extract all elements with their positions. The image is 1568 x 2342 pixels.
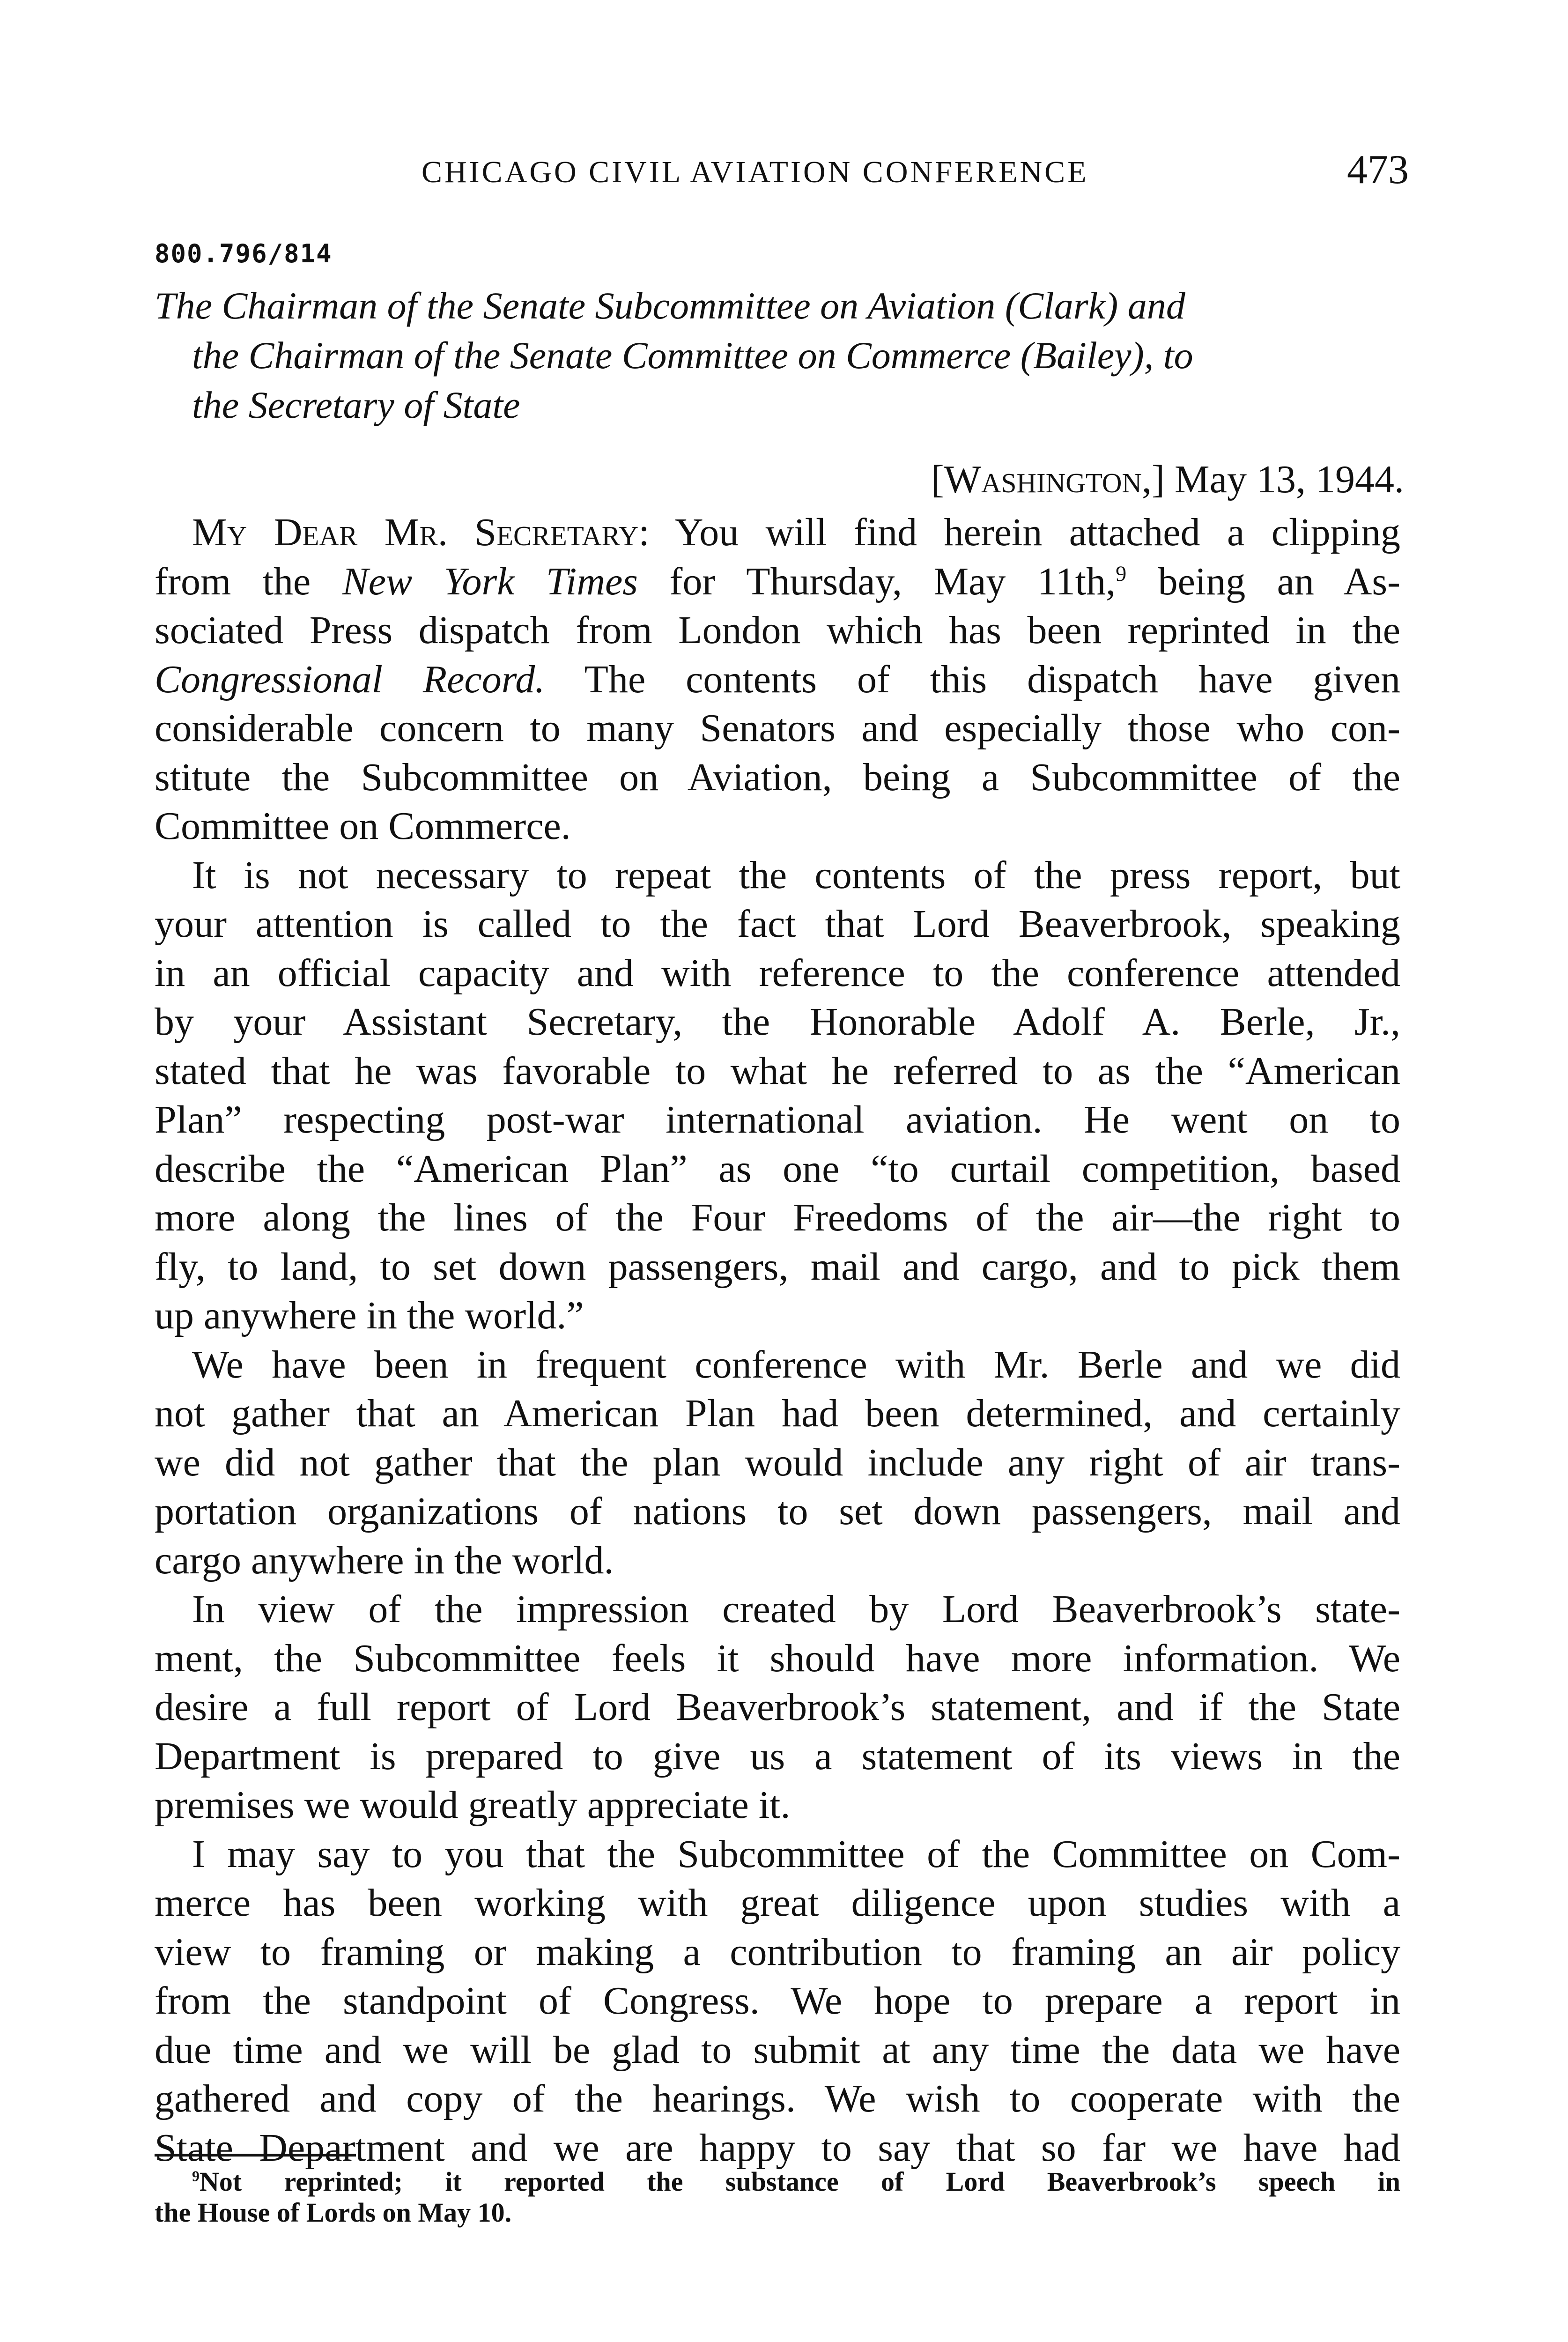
- heading-line: The Chairman of the Senate Subcommittee on Aviation (Clark) and: [155, 284, 1185, 327]
- footnote-ref: 9: [1116, 561, 1127, 586]
- footnote-line: the House of Lords on May 10.: [155, 2197, 512, 2228]
- text-line: [155, 508, 1400, 557]
- file-number: 800.796/814: [155, 239, 333, 268]
- footnote: [155, 2166, 1400, 2228]
- text-line: up anywhere in the world.”: [155, 1294, 584, 1337]
- text-line: describe the “American Plan” as one “to curtail competition, based: [155, 1147, 1400, 1191]
- text-line: [155, 655, 1400, 704]
- document-heading: [155, 281, 1400, 430]
- text-line: ment, the Subcommittee feels it should have more information. We: [155, 1636, 1400, 1680]
- running-head-title: CHICAGO CIVIL AVIATION CONFERENCE: [422, 155, 1089, 189]
- text-line: In view of the impression created by Lord Beaverbrook’s state-: [192, 1587, 1400, 1631]
- text-line: [155, 557, 1400, 607]
- paragraph: [155, 1585, 1400, 1830]
- text-line: considerable concern to many Senators and especially those who con-: [155, 706, 1400, 750]
- footnote-rule: [155, 2154, 356, 2157]
- text-line: Department is prepared to give us a statement of its views in the: [155, 1734, 1400, 1778]
- text-line: gathered and copy of the hearings. We wish to cooperate with the: [155, 2077, 1400, 2120]
- text-line: State Department and we are happy to say that so far we have had: [155, 2126, 1400, 2170]
- text-line: I may say to you that the Subcommittee of the Committee on Com-: [192, 1832, 1400, 1876]
- text-line: fly, to land, to set down passengers, mail and cargo, and to pick them: [155, 1245, 1400, 1289]
- salutation: My Dear Mr. Secretary:: [192, 511, 650, 554]
- text-line: we did not gather that the plan would include any right of air trans-: [155, 1440, 1400, 1484]
- text-line: not gather that an American Plan had been determined, and certainly: [155, 1392, 1400, 1435]
- text-line: stitute the Subcommittee on Aviation, being a Subcommittee of the: [155, 755, 1400, 799]
- text-line: from the standpoint of Congress. We hope to prepare a report in: [155, 1979, 1400, 2023]
- page-number: 473: [1347, 147, 1409, 193]
- text-line: premises we would greatly appreciate it.: [155, 1783, 791, 1827]
- text-line: It is not necessary to repeat the contents of the press report, but: [192, 853, 1400, 897]
- dateline-place: [Washington,]: [931, 458, 1165, 501]
- paragraph: [155, 1830, 1400, 2173]
- text-line: view to framing or making a contribution to framing an air policy: [155, 1930, 1400, 1974]
- heading-line: the Chairman of the Senate Committee on Commerce (Bailey), to: [192, 334, 1193, 377]
- newspaper-title: New York Times: [342, 559, 638, 603]
- text-line: more along the lines of the Four Freedoms of the air—the right to: [155, 1196, 1400, 1239]
- text-line: stated that he was favorable to what he referred to as the “American: [155, 1049, 1400, 1093]
- text-line: by your Assistant Secretary, the Honorable Adolf A. Berle, Jr.,: [155, 1000, 1400, 1044]
- text-line: cargo anywhere in the world.: [155, 1538, 614, 1582]
- text-line: merce has been working with great diligence upon studies with a: [155, 1881, 1400, 1925]
- text-line: due time and we will be glad to submit at any time the data we have: [155, 2028, 1400, 2072]
- paragraph: [155, 508, 1400, 851]
- paragraph: [155, 851, 1400, 1341]
- text-line: Committee on Commerce.: [155, 804, 571, 848]
- footnote-marker: 9: [192, 2168, 200, 2185]
- footnote-line: [155, 2166, 1400, 2197]
- text-line: portation organizations of nations to set down passengers, mail and: [155, 1490, 1400, 1533]
- text-line: in an official capacity and with reference to the conference attended: [155, 951, 1400, 995]
- publication-title: Congressional Record.: [155, 657, 545, 701]
- text-line: Plan” respecting post-war international aviation. He went on to: [155, 1098, 1400, 1141]
- text-span: from the: [155, 559, 342, 603]
- heading-line: the Secretary of State: [192, 384, 520, 426]
- text-line: your attention is called to the fact that Lord Beaverbrook, speaking: [155, 902, 1400, 946]
- text-span: Not reprinted; it reported the substance of Lord Beaverbrook’s speech in: [199, 2166, 1400, 2197]
- text-line: We have been in frequent conference with Mr. Berle and we did: [192, 1342, 1400, 1386]
- text-span: The contents of this dispatch have given: [545, 657, 1400, 701]
- letter-body: [155, 508, 1400, 2172]
- paragraph: [155, 1341, 1400, 1586]
- text-span: You will find herein attached a clipping: [675, 511, 1400, 554]
- text-line: sociated Press dispatch from London which has been reprinted in the: [155, 608, 1400, 652]
- text-line: desire a full report of Lord Beaverbrook’s statement, and if the State: [155, 1685, 1400, 1729]
- dateline: [931, 457, 1404, 502]
- dateline-date: May 13, 1944.: [1175, 458, 1404, 501]
- text-span: being an As-: [1126, 559, 1401, 603]
- text-span: for Thursday, May 11th,: [637, 559, 1116, 603]
